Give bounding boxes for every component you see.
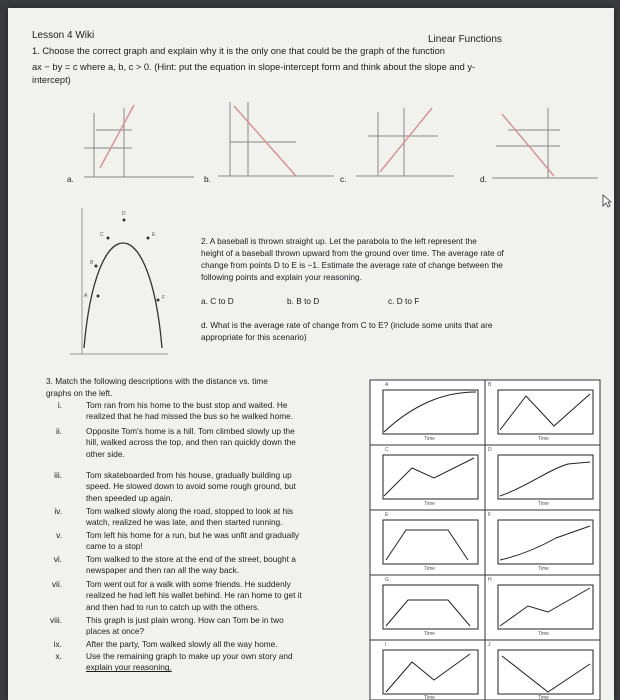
q2-line2: height of a baseball thrown upward from the ground over time. The average rate of <box>201 248 504 258</box>
time-axis-label: Time <box>538 566 549 572</box>
graph-i-letter: I <box>385 642 387 648</box>
time-axis-label: Time <box>424 695 435 700</box>
point-f-label: F <box>162 295 166 301</box>
item-ii-numeral: ii. <box>56 426 62 436</box>
time-axis-label: Time <box>424 436 435 442</box>
q2-option-c: c. D to F <box>388 296 420 306</box>
q1-line3: intercept) <box>32 75 71 85</box>
item-v-text: Tom left his home for a run, but he was unfit and gradually came to a stop! <box>86 530 300 552</box>
q2-line3: change from points D to E is −1. Estimate the average rate of change between the <box>201 260 503 270</box>
q2-part-d-line2: appropriate for this scenario) <box>201 332 307 342</box>
item-ii-text: Opposite Tom's home is a hill. Tom climbed slowly up the hill, walked across the top, and then ran quickly down the other side. <box>86 426 296 459</box>
topic-title: Linear Functions <box>428 34 502 45</box>
graph-b-letter: B <box>488 382 492 388</box>
point-b-label: B <box>90 260 94 266</box>
time-axis-label: Time <box>538 501 549 507</box>
item-iii-text: Tom skateboarded from his house, gradually building up speed. He slowed down to avoid some rough ground, but then speeded up again. <box>86 470 296 503</box>
item-x-text: Use the remaining graph to make up your own story and explain your reasoning. <box>86 651 293 673</box>
q2-option-b: b. B to D <box>287 296 320 306</box>
q2-option-a: a. C to D <box>201 296 234 306</box>
item-viii-text: This graph is just plain wrong. How can Tom be in two places at once? <box>86 615 284 637</box>
graph-e-letter: E <box>385 512 389 518</box>
time-axis-label: Time <box>424 566 435 572</box>
item-iv-text: Tom walked slowly along the road, stopped to look at his watch, realized he was late, and then started running. <box>86 506 294 528</box>
point-d-label: D <box>122 211 126 217</box>
cursor-icon <box>602 194 612 208</box>
time-axis-label: Time <box>424 631 435 637</box>
dt-graphs <box>8 8 614 700</box>
point-e-label: E <box>152 232 156 238</box>
item-iii-numeral: iii. <box>54 470 62 480</box>
item-i-numeral: i. <box>57 400 62 410</box>
q2-line1: 2. A baseball is thrown straight up. Let the parabola to the left represent the <box>201 236 477 246</box>
graph-f-letter: F <box>488 512 492 518</box>
item-i-text: Tom ran from his home to the bust stop and waited. He realized that he had missed the bus so he walked home. <box>86 400 294 422</box>
point-a-label: A <box>84 293 88 299</box>
graph-j-letter: J <box>488 642 491 648</box>
item-ix-text: After the party, Tom walked slowly all the way home. <box>86 639 278 649</box>
q3-line2: graphs on the left. <box>46 388 113 398</box>
q1-line2: ax − by = c where a, b, c > 0. (Hint: put the equation in slope-intercept form and think about the slope and y- <box>32 62 476 72</box>
item-v-numeral: v. <box>56 530 62 540</box>
q1-line1: 1. Choose the correct graph and explain why it is the only one that could be the graph of the function <box>32 46 445 56</box>
worksheet-page <box>8 8 614 700</box>
item-vii-text: Tom went out for a walk with some friends. He suddenly realized he had left his wallet behind. He ran home to get it and then had to run to catch up with the others. <box>86 579 302 612</box>
lesson-title: Lesson 4 Wiki <box>32 30 95 41</box>
graph-a-label: a. <box>67 174 74 184</box>
time-axis-label: Time <box>424 501 435 507</box>
item-iv-numeral: iv. <box>54 506 62 516</box>
graph-d-letter: D <box>488 447 492 453</box>
graph-d-label: d. <box>480 174 487 184</box>
graph-g-letter: G <box>385 577 389 583</box>
graph-a-letter: A <box>385 382 389 388</box>
graph-b-label: b. <box>204 174 211 184</box>
item-vi-numeral: vi. <box>53 554 62 564</box>
time-axis-label: Time <box>538 436 549 442</box>
item-vi-text: Tom walked to the store at the end of the street, bought a newspaper and then ran all the way back. <box>86 554 296 576</box>
graph-c-letter: C <box>385 447 389 453</box>
graph-h-letter: H <box>488 577 492 583</box>
q2-part-d-line1: d. What is the average rate of change from C to E? (include some units that are <box>201 320 493 330</box>
q3-line1: 3. Match the following descriptions with the distance vs. time <box>46 376 268 386</box>
time-axis-label: Time <box>538 631 549 637</box>
item-ix-numeral: ix. <box>53 639 62 649</box>
item-viii-numeral: viii. <box>50 615 62 625</box>
item-x-numeral: x. <box>55 651 62 661</box>
point-c-label: C <box>100 232 104 238</box>
item-vii-numeral: vii. <box>51 579 62 589</box>
q2-line4: following points and explain your reasoning. <box>201 272 362 282</box>
graph-c-label: c. <box>340 174 347 184</box>
time-axis-label: Time <box>538 695 549 700</box>
